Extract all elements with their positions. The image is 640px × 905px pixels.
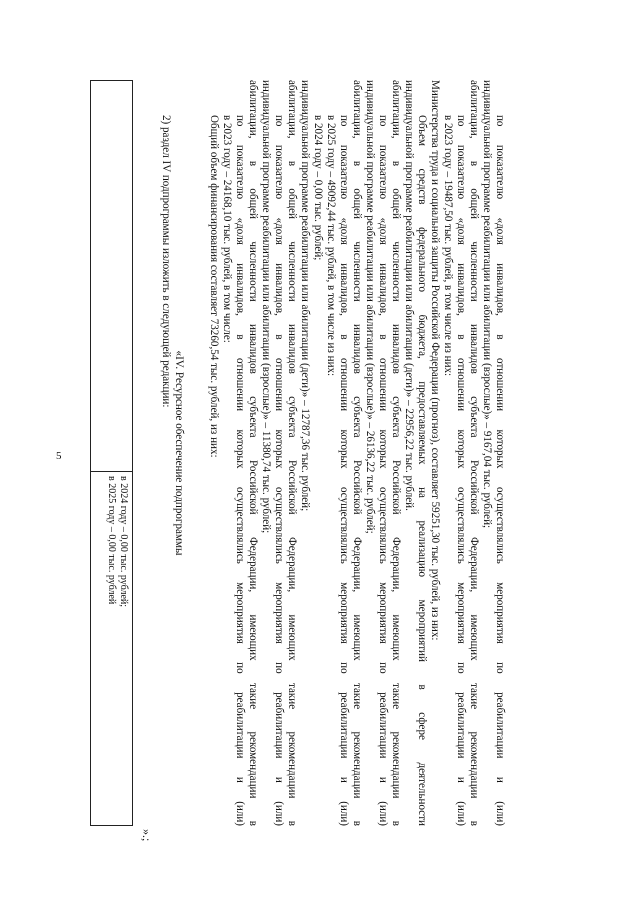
body-line: Министерства труда и социальной защиты Российской Федерации (прогноз), составляет 59251,30 тыс. рублей, из них: [429, 80, 441, 641]
body-line: по показателю «доля инвалидов, в отношении которых осуществлялись мероприятия по реабилитации и (или) [455, 115, 467, 826]
page-number: 5 [56, 450, 62, 462]
body-line: индивидуальной программе реабилитации или абилитации (взрослые)» – 26136,22 тыс. рублей; [364, 80, 376, 534]
body-line: по показателю «доля инвалидов, в отношении которых осуществлялись мероприятия по реабилитации и (или) [377, 115, 389, 826]
body-line: абилитации, в общей численности инвалидов субъекта Российской Федерации, имеющих такие рекомендации в [247, 80, 259, 826]
body-line: индивидуальной программе реабилитации или абилитации (взрослые)» – 11380,74 тыс. рублей; [260, 80, 272, 534]
table-cell-empty [91, 81, 132, 472]
body-line: индивидуальной программе реабилитации или абилитации (дети)» – 22956,22 тыс. рублей. [403, 80, 415, 511]
body-line: по показателю «доля инвалидов, в отношении которых осуществлялись мероприятия по реабилитации и (или) [338, 115, 350, 826]
amendment-intro-text: 2) раздел IV подпрограммы изложить в следующей редакции: [160, 115, 172, 408]
section-heading [172, 80, 185, 826]
body-line: абилитации, в общей численности инвалидов субъекта Российской Федерации, имеющих такие рекомендации в [286, 80, 298, 826]
resource-table-fragment [90, 80, 133, 826]
body-line: Объем средств федерального бюджета, предоставляемых на реализацию мероприятий в сфере деятельности [416, 115, 428, 826]
body-line: Общий объем финансирования составляет 73260,54 тыс. рублей, из них: [208, 115, 220, 458]
closing-quote: ».; [140, 829, 154, 842]
body-line: абилитации, в общей численности инвалидов субъекта Российской Федерации, имеющих такие рекомендации в [468, 80, 480, 826]
body-line: по показателю «доля инвалидов, в отношении которых осуществлялись мероприятия по реабилитации и (или) [273, 115, 285, 826]
table-cell-years [91, 472, 132, 825]
body-line: по показателю «доля инвалидов, в отношении которых осуществлялись мероприятия по реабилитации и (или) [494, 115, 506, 826]
body-line: абилитации, в общей численности инвалидов субъекта Российской Федерации, имеющих такие рекомендации в [390, 80, 402, 826]
body-line: в 2024 году – 0,00 тыс. рублей; [312, 115, 324, 261]
body-line: индивидуальной программе реабилитации или абилитации (взрослые)» – 9167,04 тыс. рублей; [481, 80, 493, 529]
section-heading-text: «IV. Ресурсное обеспечение подпрограммы [173, 350, 185, 556]
table-line: в 2025 году – 0,00 тыс. рублей [106, 476, 117, 605]
body-line: абилитации, в общей численности инвалидов субъекта Российской Федерации, имеющих такие рекомендации в [351, 80, 363, 826]
table-line: в 2024 году – 0,00 тыс. рублей; [118, 476, 129, 608]
body-line: индивидуальной программе реабилитации или абилитации (дети)» – 12787,36 тыс. рублей; [299, 80, 311, 512]
body-line: в 2023 году – 24168,10 тыс. рублей, в том числе: [221, 115, 233, 343]
body-line: по показателю «доля инвалидов, в отношении которых осуществлялись мероприятия по реабилитации и (или) [234, 115, 246, 826]
amendment-intro [159, 80, 172, 826]
body-line: в 2025 году – 49092,44 тыс. рублей, в том числе из них: [325, 115, 337, 377]
body-line: в 2023 году – 19487,50 тыс. рублей, в том числе из них: [442, 115, 454, 377]
